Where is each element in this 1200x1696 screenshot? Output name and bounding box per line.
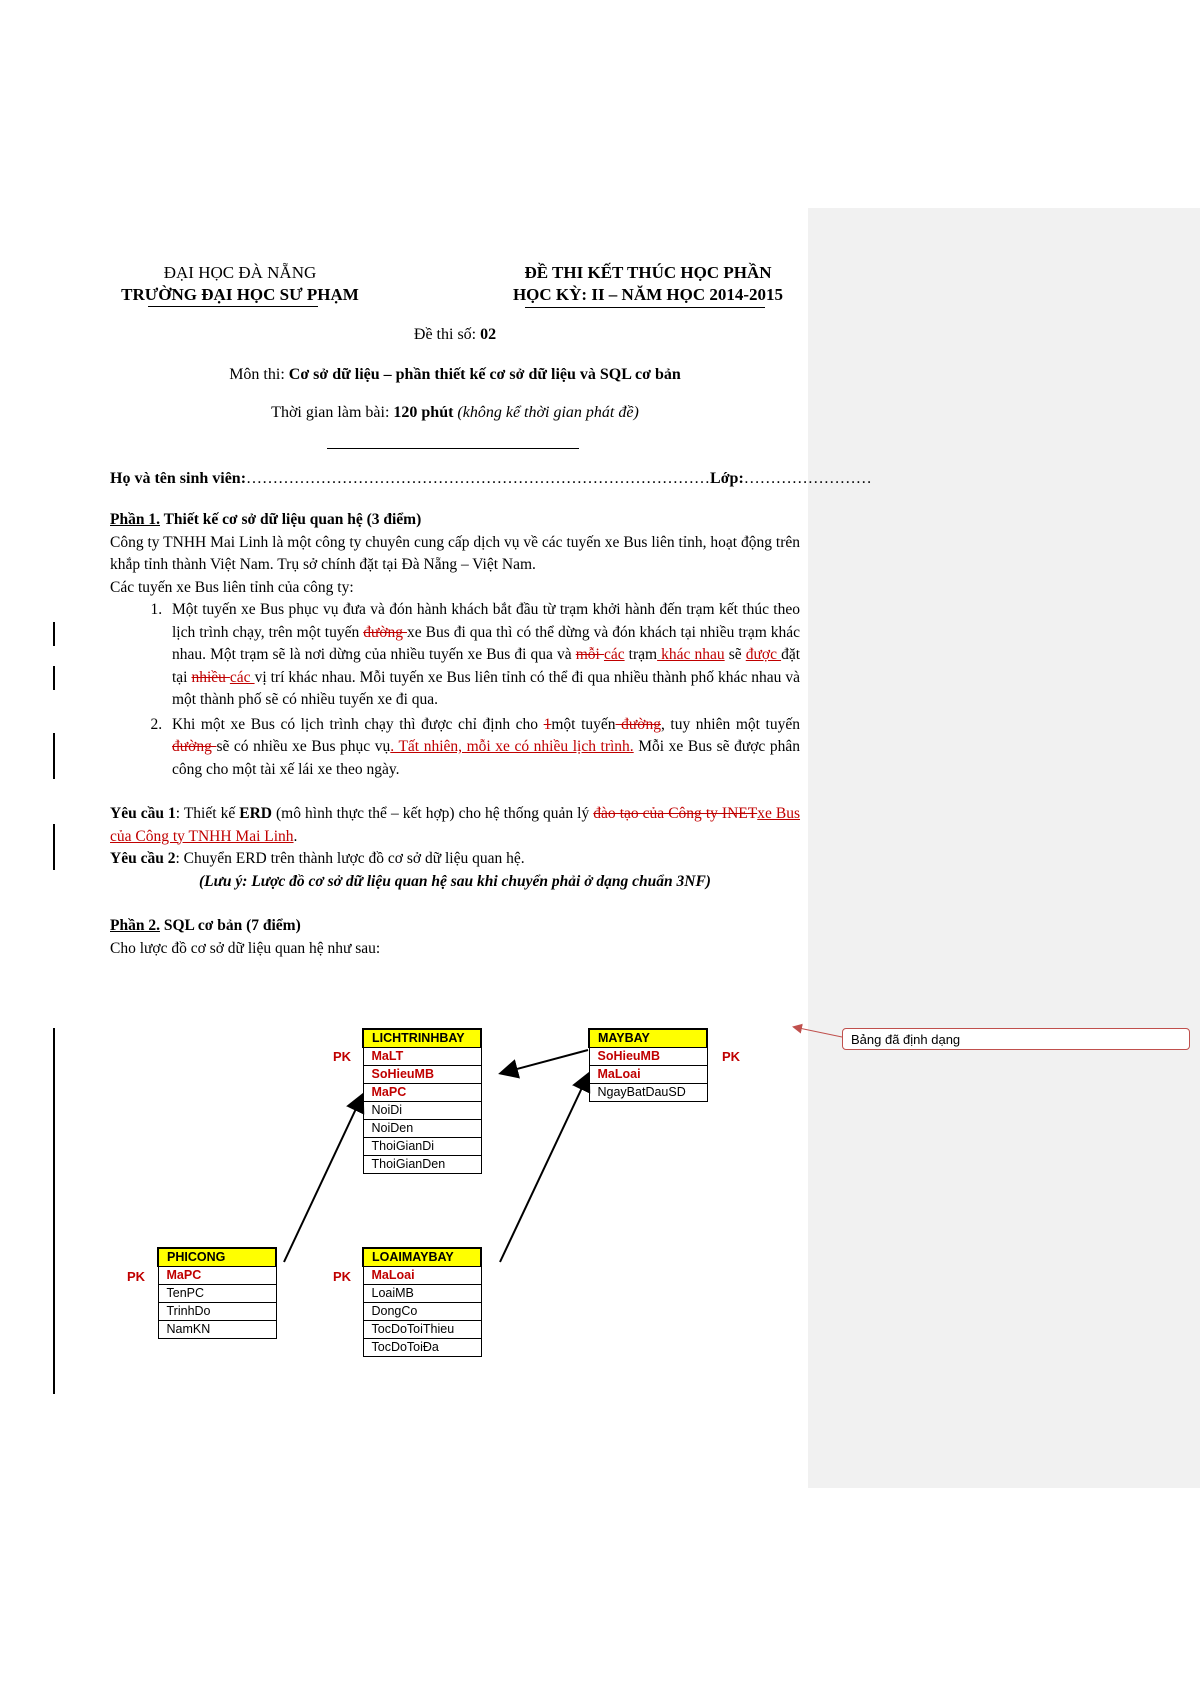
exam-number: Đề thi số: 02 <box>413 326 497 343</box>
table-field: TrinhDo <box>158 1302 276 1320</box>
arrow-phicong-to-lichtrinhbay <box>284 1096 362 1262</box>
table-field: ThoiGianDi <box>363 1137 481 1155</box>
table-field: MaLoai <box>363 1266 481 1284</box>
table-field: LoaiMB <box>363 1284 481 1302</box>
table-field: MaPC <box>363 1083 481 1101</box>
school-name: TRƯỜNG ĐẠI HỌC SƯ PHẠM <box>121 285 359 304</box>
table-title: LICHTRINHBAY <box>363 1029 481 1047</box>
table-field: MaPC <box>158 1266 276 1284</box>
table-field: NoiDen <box>363 1119 481 1137</box>
university-name: ĐẠI HỌC ĐÀ NẴNG <box>163 263 317 282</box>
requirement-2: Yêu cầu 2: Chuyển ERD trên thành lược đồ cơ sở dữ liệu quan hệ. <box>110 850 525 867</box>
pk-label: PK <box>722 1049 741 1064</box>
student-info-line: Họ và tên sinh viên:……………………………………………………………………………Lớp:…………………… <box>110 470 872 487</box>
table-title: PHICONG <box>158 1248 276 1266</box>
table-field: NamKN <box>158 1320 276 1338</box>
table-title: LOAIMAYBAY <box>363 1248 481 1266</box>
table-field: TocDoToiĐa <box>363 1338 481 1356</box>
table-field: NoiDi <box>363 1101 481 1119</box>
table-field: MaLT <box>363 1047 481 1065</box>
pk-label: PK <box>333 1269 352 1284</box>
table-field: SoHieuMB <box>363 1065 481 1083</box>
table-title: MAYBAY <box>589 1029 707 1047</box>
exam-time: Thời gian làm bài: 120 phút (không kể thời gian phát đề) <box>271 404 639 421</box>
table-field: NgayBatDauSD <box>589 1083 707 1101</box>
list-item: 2. Khi một xe Bus có lịch trình chạy thì được chỉ định cho 1một tuyến đường, tuy nhiên một tuyến đường sẽ có nhiều xe Bus phục vụ. Tất nhiên, mỗi xe có nhiều lịch trình. Mỗi xe Bus sẽ được phân công cho một tài xế lái xe theo ngày. <box>166 714 800 782</box>
comment-balloon[interactable]: Bảng đã định dạng <box>842 1028 1190 1050</box>
table-field: ThoiGianDen <box>363 1155 481 1173</box>
comment-connector <box>794 1027 842 1037</box>
pk-label: PK <box>333 1049 352 1064</box>
part2-intro: Cho lược đồ cơ sở dữ liệu quan hệ như sau: <box>110 939 381 957</box>
pk-label: PK <box>127 1269 146 1284</box>
table-field: TocDoToiThieu <box>363 1320 481 1338</box>
table-field: DongCo <box>363 1302 481 1320</box>
table-field: TenPC <box>158 1284 276 1302</box>
requirement-1: Yêu cầu 1: Thiết kế ERD (mô hình thực thể – kết hợp) cho hệ thống quản lý đào tạo của Công ty INETxe Bus của Công ty TNHH Mai Linh. <box>110 805 801 845</box>
arrow-loaimaybay-to-maybay <box>500 1075 588 1262</box>
table-field: SoHieuMB <box>589 1047 707 1065</box>
exam-subject: Môn thi: Cơ sở dữ liệu – phần thiết kế cơ sở dữ liệu và SQL cơ bản <box>229 366 681 383</box>
exam-title: ĐỀ THI KẾT THÚC HỌC PHẦN <box>524 263 772 282</box>
list-item: 1. Một tuyến xe Bus phục vụ đưa và đón hành khách bắt đầu từ trạm khởi hành đến trạm kết thúc theo lịch trình chạy, trên một tuyến đường xe Bus đi qua thì có thể dừng và đón khách tại nhiều trạm khác nhau. Một trạm sẽ là nơi dừng của nhiều tuyến xe Bus đi qua và mỗi các trạm khác nhau sẽ được đặt tại nhiều các vị trí khác nhau. Mỗi tuyến xe Bus liên tỉnh có thể đi qua nhiều thành phố khác nhau và một thành phố sẽ có nhiều tuyến xe đi qua. <box>166 599 800 712</box>
requirement-note: (Lưu ý: Lược đồ cơ sở dữ liệu quan hệ sau khi chuyển phải ở dạng chuẩn 3NF) <box>199 872 711 890</box>
part1-heading: Phần 1. Thiết kế cơ sở dữ liệu quan hệ (3 điểm) <box>110 511 422 528</box>
part1-intro2: Các tuyến xe Bus liên tỉnh của công ty: <box>110 578 354 596</box>
table-field: MaLoai <box>589 1065 707 1083</box>
exam-semester: HỌC KỲ: II – NĂM HỌC 2014-2015 <box>512 285 784 304</box>
part1-intro: Công ty TNHH Mai Linh là một công ty chuyên cung cấp dịch vụ về các tuyến xe Bus liên tỉnh, hoạt động trên khắp tỉnh thành Việt Nam. Trụ sở chính đặt tại Đà Nẵng – Việt Nam. <box>110 533 800 573</box>
part2-heading: Phần 2. SQL cơ bản (7 điểm) <box>110 917 301 934</box>
arrow-maybay-to-lichtrinhbay <box>502 1050 588 1073</box>
